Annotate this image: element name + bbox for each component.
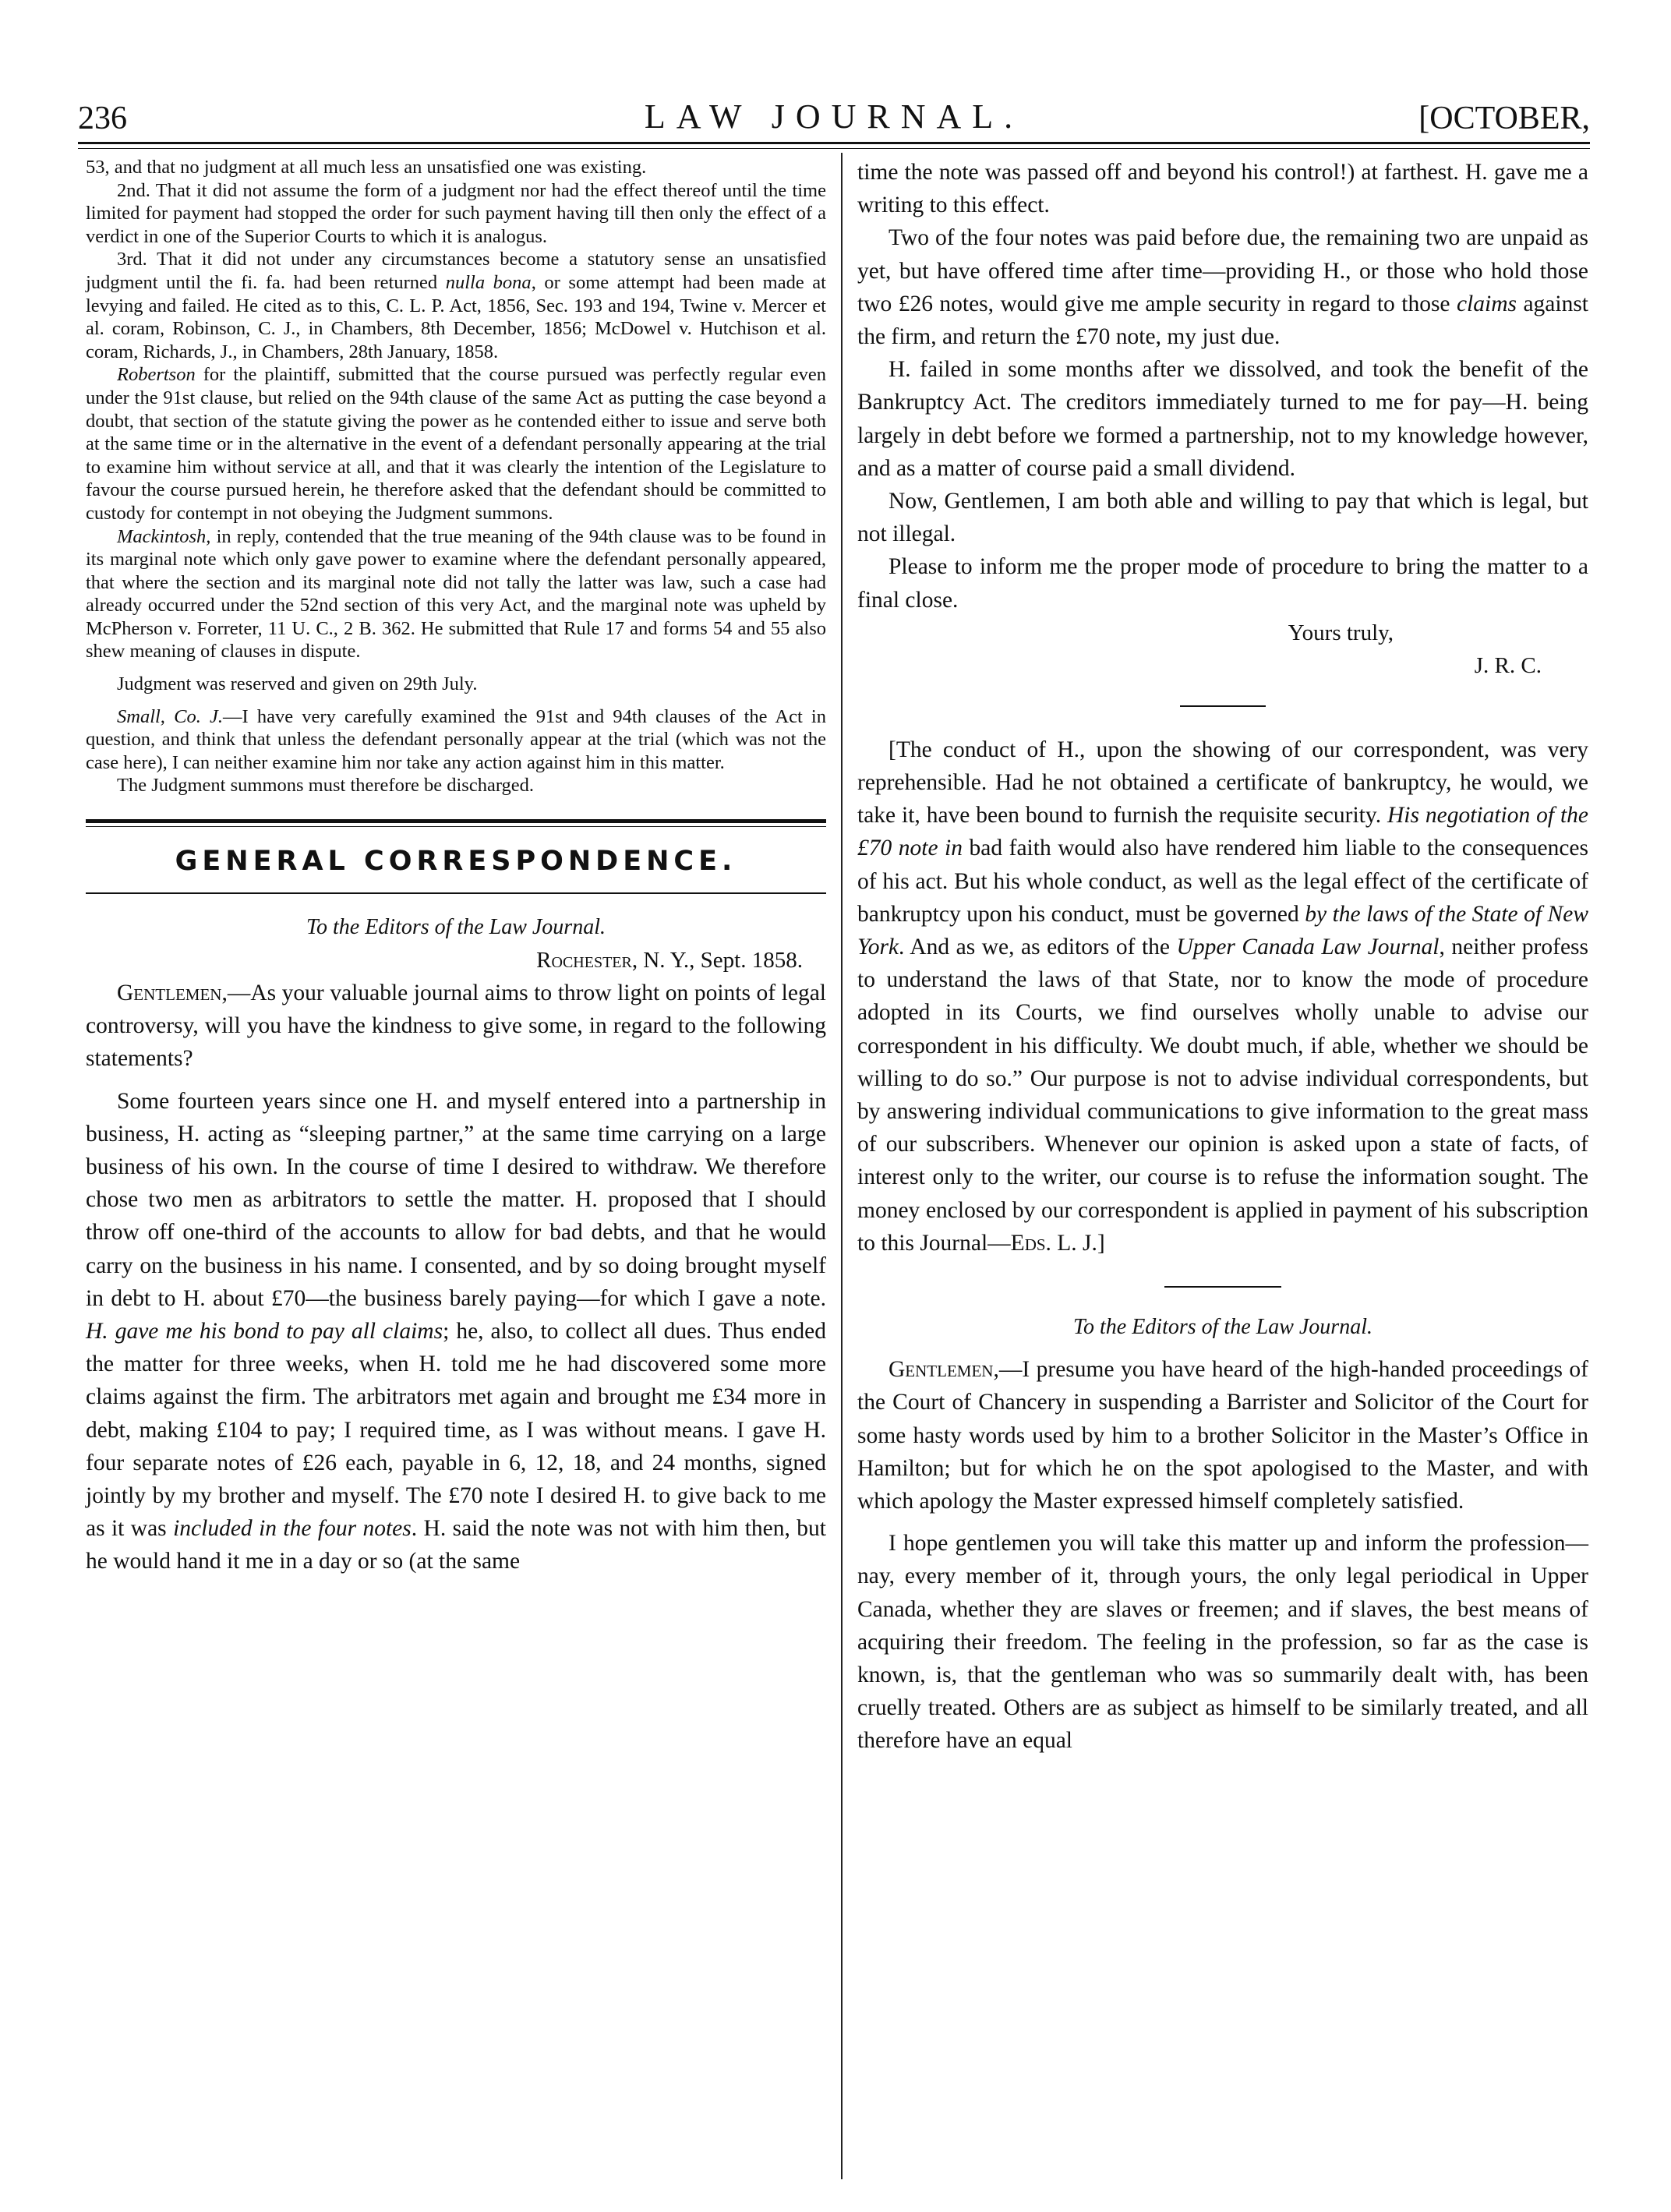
page-number: 236 <box>78 101 127 136</box>
paragraph: time the note was passed off and beyond his control!) at farthest. H. gave me a writing to this effect. <box>857 160 1588 218</box>
column-divider <box>841 153 843 2179</box>
left-column <box>86 156 826 1578</box>
paragraph: I hope gentlemen you will take this matter up and inform the profession—nay, every member of it, through yours, the only legal periodical in Upper Canada, whether they are slaves or freemen; and if slaves, the best means of acquiring their freedom. The feeling in the profession, so far as the case is known, is, that the gentleman who was so summarily dealt with, has been cruelly treated. Others are as subject as himself to be similarly treated, and all therefore have an equal <box>857 1531 1588 1754</box>
paragraph: Judgment was reserved and given on 29th July. <box>117 673 478 695</box>
right-column <box>857 156 1588 1758</box>
case-report <box>86 156 826 797</box>
section-rule-thin <box>86 826 826 827</box>
paragraph: Gentlemen,—I presume you have heard of the high-handed proceedings of the Court of Chancery in suspending a Barrister and Solicitor of the Court for some hasty words used by him to a brother Solicitor in the Master’s Office in Hamilton; but for which he on the spot apologised to the Master, and with which apology the Master expressed himself completely satisfied. <box>857 1357 1588 1514</box>
paragraph: 53, and that no judgment at all much less an unsatisfied one was existing. <box>86 157 647 178</box>
signature-closing: Yours truly, <box>1288 620 1394 645</box>
letter-one <box>86 911 826 1578</box>
signature-name: J. R. C. <box>1474 652 1542 678</box>
paragraph: Now, Gentlemen, I am both able and willing to pay that which is legal, but not illegal. <box>857 489 1588 547</box>
header-month: [OCTOBER, <box>1418 101 1590 136</box>
paragraph: Please to inform me the proper mode of procedure to bring the matter to a final close. <box>857 554 1588 613</box>
paragraph: Mackintosh, in reply, contended that the true meaning of the 94th clause was to be found in its marginal note which only gave power to examine where the defendant personally appeared, that where the section and its marginal note did not tally the latter was law, such a case had already occurred under the 52nd section of this very Act, and the marginal note was upheld by McPherson v. Forreter, 11 U. C., 2 B. 362. He submitted that Rule 17 and forms 54 and 55 also shew meaning of clauses in dispute. <box>86 525 826 663</box>
letter-salutation-heading: To the Editors of the Law Journal. <box>1072 1315 1372 1340</box>
letter-salutation-heading: To the Editors of the Law Journal. <box>306 915 606 940</box>
paragraph: 3rd. That it did not under any circumstances become a statutory sense an unsatisfied judgment until the fi. fa. had been returned nulla bona, or some attempt had been made at levying and failed. He cited as to this, C. L. P. Act, 1856, Sec. 193 and 194, Twine v. Mercer et al. coram, Robinson, C. J., in Chambers, 8th December, 1856; McDowel v. Hutchison et al. coram, Richards, J., in Chambers, 28th January, 1858. <box>86 249 826 362</box>
section-rule-bottom <box>86 892 826 894</box>
divider <box>1164 1286 1281 1288</box>
letter-one-continued <box>857 156 1588 682</box>
paragraph: Two of the four notes was paid before due, the remaining two are unpaid as yet, but have offered time after time—providing H., or those who hold those two £26 notes, would give me ample security in regard to those claims against the firm, and return the £70 note, my just due. <box>857 225 1588 350</box>
editors-note <box>857 733 1588 1260</box>
header-rule <box>78 142 1590 144</box>
paragraph: Small, Co. J.—I have very carefully examined the 91st and 94th clauses of the Act in question, and think that unless the defendant personally appear at the trial (which was not the case here), I can neither examine him nor take any action against him in this matter. <box>86 705 826 773</box>
paragraph: H. failed in some months after we dissolved, and took the benefit of the Bankruptcy Act. The creditors immediately turned to me for pay—H. being largely in debt before we formed a partnership, not to my knowledge however, and as a matter of course paid a small dividend. <box>857 357 1588 481</box>
paragraph: Gentlemen,—As your valuable journal aims to throw light on points of legal controversy, will you have the kindness to give some, in regard to the following statements? <box>86 981 826 1072</box>
journal-title: LAW JOURNAL. <box>644 97 1024 136</box>
letter-two <box>857 1311 1588 1757</box>
paragraph: The Judgment summons must therefore be discharged. <box>117 775 535 797</box>
paragraph: Some fourteen years since one H. and myself entered into a partnership in business, H. acting as “sleeping partner,” at the same time carrying on a large business of his own. In the course of time I desired to withdraw. We therefore chose two men as arbitrators to settle the matter. H. proposed that I should throw off one-third of the accounts to allow for bad debts, and that he would carry on the business in his name. I consented, and by so doing brought myself in debt to H. about £70—the business barely paying—for which I gave a note. H. gave me his bond to pay all claims; he, also, to collect all dues. Thus ended the matter for three weeks, when H. told me he had discovered some more claims against the firm. The arbitrators met again and brought me £34 more in debt, making £104 to pay; I required time, as I was without means. I gave H. four separate notes of £26 each, payable in 6, 12, 18, and 24 months, signed jointly by my brother and myself. The £70 note I desired H. to give back to me as it was included in the four notes. H. said the note was not with him then, but he would hand it me in a day or so (at the same <box>86 1088 826 1574</box>
section-rule <box>86 819 826 823</box>
header-rule-thin <box>78 148 1590 149</box>
letter-dateline: Rochester, N. Y., Sept. 1858. <box>536 948 803 973</box>
paragraph: 2nd. That it did not assume the form of a judgment nor had the effect thereof until the time limited for payment had stopped the order for such payment having till then only the effect of a verdict in one of the Superior Courts to which it is analogus. <box>86 179 826 247</box>
paragraph: [The conduct of H., upon the showing of our correspondent, was very reprehensible. Had he not obtained a certificate of bankruptcy, he would, we take it, have been bound to furnish the requisite security. His negotiation of the £70 note in bad faith would also have rendered him liable to the consequences of his act. But his whole conduct, as well as the legal effect of the certificate of bankruptcy upon his conduct, must be governed by the laws of the State of New York. And as we, as editors of the Upper Canada Law Journal, neither profess to understand the laws of that State, nor to know the mode of procedure adopted in its Courts, we find ourselves wholly unable to advise our correspondent in his difficulty. We doubt much, if able, whether we should be willing to do so.” Our purpose is not to advise individual correspondents, but by answering individual communications to give information to the great mass of our subscribers. Whenever our opinion is asked upon a state of facts, of interest only to the writer, our course is to refuse the information sought. The money enclosed by our correspondent is applied in payment of his subscription to this Journal—Eds. L. J.] <box>857 737 1588 1256</box>
running-header <box>78 92 1590 139</box>
divider <box>1180 705 1266 707</box>
section-heading: GENERAL CORRESPONDENCE. <box>175 846 737 878</box>
paragraph: Robertson for the plaintiff, submitted that the course pursued was perfectly regular even under the 91st clause, but relied on the 94th clause of the same Act as putting the case beyond a doubt, that section of the statute giving the power as he contended either to issue and serve both at the same time or in the alternative in the event of a defendant personally appearing at the trial to examine him without service at all, and that it was clearly the intention of the Legislature to favour the course pursued herein, he therefore asked that the defendant should be committed to custody for contempt in not obeying the Judgment summons. <box>86 364 826 524</box>
